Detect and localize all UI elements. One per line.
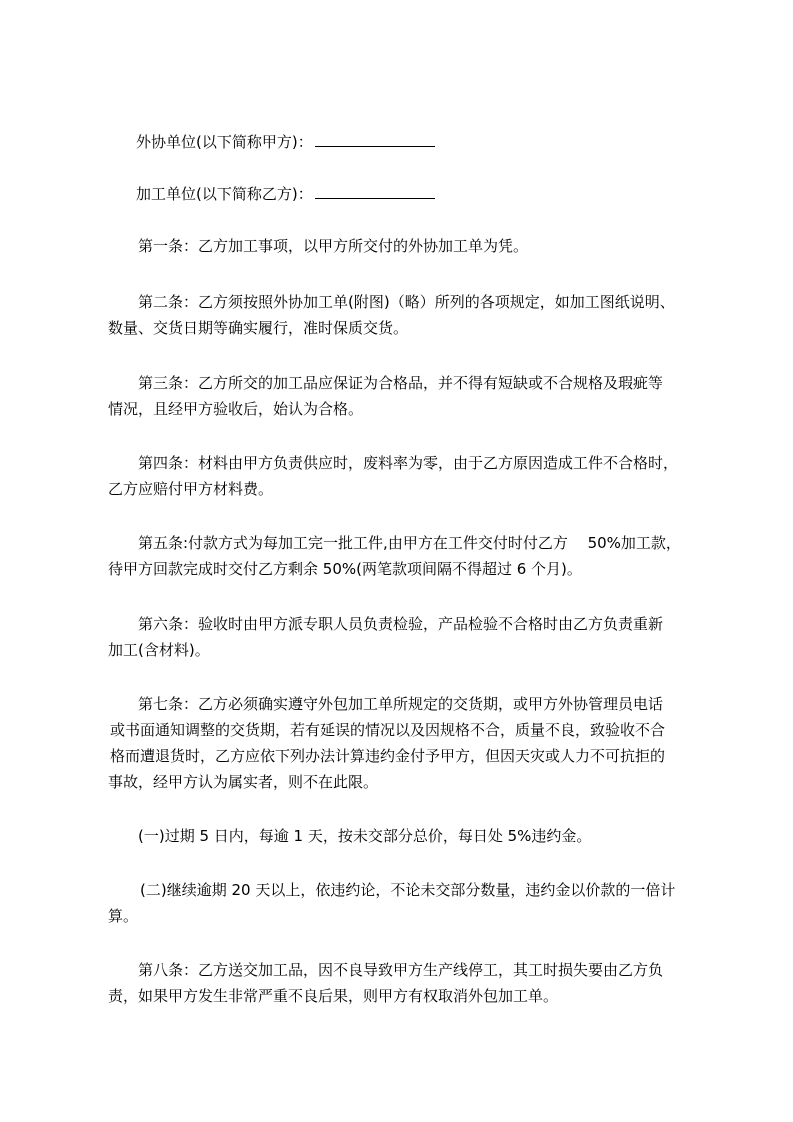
- party-b-label: 加工单位(以下简称乙方)：: [136, 185, 313, 203]
- clause-1: (一)过期 5 日内，每逾 1 天，按未交部分总价，每日处 5%违约金。: [138, 827, 592, 845]
- article-5-line-2: 待甲方回款完成时交付乙方剩余 50%(两笔款项间隔不得超过 6 个月)。: [108, 560, 582, 578]
- article-7-line-4: 事故，经甲方认为属实者，则不在此限。: [108, 773, 379, 791]
- article-4-line-1: 第四条：材料由甲方负责供应时，废料率为零，由于乙方原因造成工件不合格时，: [138, 454, 679, 472]
- article-7-line-3: 格而遭退货时，乙方应依下列办法计算违约金付予甲方，但因天灾或人力不可抗拒的: [110, 747, 666, 765]
- party-a-label: 外协单位(以下简称甲方)：: [136, 133, 313, 151]
- clause-2-line-1: (二)继续逾期 20 天以上，依违约论，不论未交部分数量，违约金以价款的一倍计: [140, 881, 676, 899]
- article-4-line-2: 乙方应赔付甲方材料费。: [108, 480, 274, 498]
- article-5-line-1: 第五条:付款方式为每加工完一批工件,由甲方在工件交付时付乙方 50%加工款，: [138, 534, 681, 552]
- article-6-line-1: 第六条：验收时由甲方派专职人员负责检验，产品检验不合格时由乙方负责重新: [138, 615, 664, 633]
- article-8-line-1: 第八条：乙方送交加工品，因不良导致甲方生产线停工，其工时损失要由乙方负: [138, 961, 664, 979]
- article-2-line-1: 第二条：乙方须按照外协加工单(附图)（略）所列的各项规定，如加工图纸说明、: [138, 293, 675, 311]
- article-7-line-2: 或书面通知调整的交货期，若有延误的情况以及因规格不合，质量不良，致验收不合: [110, 721, 666, 739]
- article-6-line-2: 加工(含材料)。: [108, 641, 210, 659]
- party-a-blank: [315, 132, 435, 147]
- article-7-line-1: 第七条：乙方必须确实遵守外包加工单所规定的交货期，或甲方外协管理员电话: [138, 695, 664, 713]
- party-a-line: [136, 132, 736, 152]
- article-3-line-1: 第三条：乙方所交的加工品应保证为合格品，并不得有短缺或不合规格及瑕疵等: [138, 374, 664, 392]
- article-8-line-2: 责，如果甲方发生非常严重不良后果，则甲方有权取消外包加工单。: [108, 987, 559, 1005]
- article-3-line-2: 情况，且经甲方验收后，始认为合格。: [108, 400, 364, 418]
- article-2-line-2: 数量、交货日期等确实履行，准时保质交货。: [108, 319, 409, 337]
- party-b-blank: [315, 184, 435, 199]
- clause-2-line-2: 算。: [108, 907, 139, 925]
- article-1: 第一条：乙方加工事项，以甲方所交付的外协加工单为凭。: [138, 237, 529, 255]
- party-b-line: [136, 184, 736, 204]
